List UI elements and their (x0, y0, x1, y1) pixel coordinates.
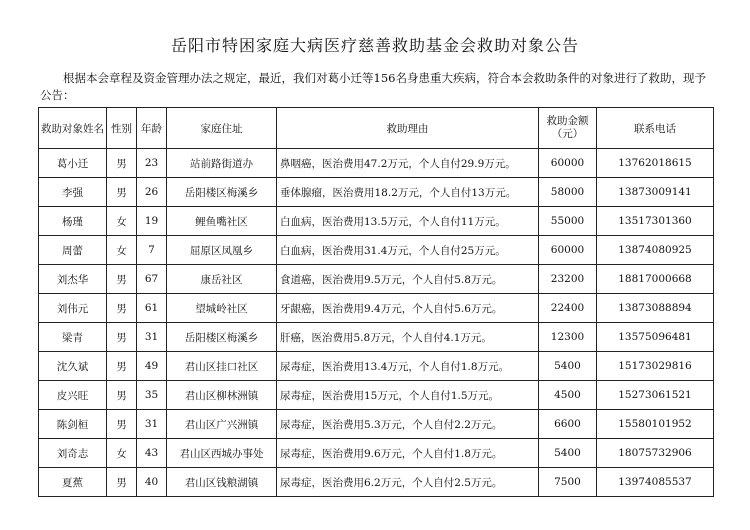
cell-gender: 男 (107, 352, 137, 381)
cell-phone: 15273061521 (597, 381, 714, 410)
cell-reason: 肝癌，医治费用5.8万元，个人自付4.1万元。 (277, 323, 539, 352)
cell-age: 61 (137, 294, 167, 323)
cell-gender: 男 (107, 381, 137, 410)
cell-name: 陈剑桓 (39, 410, 107, 439)
cell-reason: 尿毒症，医治费用9.6万元，个人自付1.8万元。 (277, 439, 539, 468)
cell-reason: 食道癌，医治费用9.5万元，个人自付5.8万元。 (277, 265, 539, 294)
intro-paragraph: 根据本会章程及资金管理办法之规定，最近，我们对葛小迁等156名身患重大疾病，符合本会救助条件的对象进行了救助，现予公告： (40, 71, 706, 102)
cell-name: 刘奇志 (39, 439, 107, 468)
cell-gender: 男 (107, 265, 137, 294)
cell-phone: 13873009141 (597, 178, 714, 207)
cell-amount: 60000 (539, 149, 597, 178)
cell-age: 7 (137, 236, 167, 265)
cell-phone: 18817000668 (597, 265, 714, 294)
table-row (39, 439, 714, 468)
table-row (39, 178, 714, 207)
table-row (39, 207, 714, 236)
cell-phone: 13874080925 (597, 236, 714, 265)
cell-reason: 尿毒症，医治费用5.3万元，个人自付2.2万元。 (277, 410, 539, 439)
header-name: 救助对象姓名 (39, 108, 107, 149)
cell-address: 望城岭社区 (167, 294, 277, 323)
table-header-row (39, 108, 714, 149)
cell-age: 43 (137, 439, 167, 468)
cell-gender: 女 (107, 207, 137, 236)
cell-address: 岳阳楼区梅溪乡 (167, 323, 277, 352)
cell-address: 君山区柳林洲镇 (167, 381, 277, 410)
cell-amount: 22400 (539, 294, 597, 323)
cell-name: 夏蕉 (39, 468, 107, 497)
cell-amount: 55000 (539, 207, 597, 236)
cell-phone: 13873088894 (597, 294, 714, 323)
cell-name: 周蕾 (39, 236, 107, 265)
cell-age: 23 (137, 149, 167, 178)
cell-phone: 13762018615 (597, 149, 714, 178)
cell-address: 君山区钱粮湖镇 (167, 468, 277, 497)
cell-amount: 7500 (539, 468, 597, 497)
cell-age: 31 (137, 323, 167, 352)
cell-amount: 6600 (539, 410, 597, 439)
cell-amount: 58000 (539, 178, 597, 207)
cell-name: 梁青 (39, 323, 107, 352)
cell-age: 40 (137, 468, 167, 497)
cell-gender: 男 (107, 178, 137, 207)
cell-address: 君山区挂口社区 (167, 352, 277, 381)
cell-age: 35 (137, 381, 167, 410)
cell-gender: 男 (107, 468, 137, 497)
cell-gender: 女 (107, 439, 137, 468)
cell-address: 康岳社区 (167, 265, 277, 294)
header-address: 家庭住址 (167, 108, 277, 149)
cell-address: 屈原区凤凰乡 (167, 236, 277, 265)
cell-age: 67 (137, 265, 167, 294)
table-row (39, 323, 714, 352)
cell-reason: 垂体腺瘤，医治费用18.2万元，个人自付13万元。 (277, 178, 539, 207)
cell-name: 刘杰华 (39, 265, 107, 294)
cell-address: 君山区西城办事处 (167, 439, 277, 468)
cell-amount: 12300 (539, 323, 597, 352)
cell-name: 沈久斌 (39, 352, 107, 381)
cell-amount: 5400 (539, 439, 597, 468)
table-body (39, 149, 714, 497)
cell-address: 君山区广兴洲镇 (167, 410, 277, 439)
table-row (39, 294, 714, 323)
cell-reason: 尿毒症，医治费用15万元，个人自付1.5万元。 (277, 381, 539, 410)
cell-age: 19 (137, 207, 167, 236)
cell-age: 26 (137, 178, 167, 207)
page-title: 岳阳市特困家庭大病医疗慈善救助基金会救助对象公告 (170, 36, 579, 55)
cell-gender: 男 (107, 294, 137, 323)
cell-phone: 13517301360 (597, 207, 714, 236)
cell-amount: 5400 (539, 352, 597, 381)
cell-phone: 13575096481 (597, 323, 714, 352)
header-age: 年龄 (137, 108, 167, 149)
table-row (39, 468, 714, 497)
cell-reason: 牙龈癌，医治费用9.4万元，个人自付5.6万元。 (277, 294, 539, 323)
cell-phone: 15173029816 (597, 352, 714, 381)
cell-gender: 男 (107, 410, 137, 439)
table-row (39, 265, 714, 294)
header-amount: 救助金额（元） (539, 108, 597, 149)
header-reason: 救助理由 (277, 108, 539, 149)
cell-reason: 鼻咽癌，医治费用47.2万元，个人自付29.9万元。 (277, 149, 539, 178)
cell-name: 杨瑾 (39, 207, 107, 236)
cell-phone: 13974085537 (597, 468, 714, 497)
header-gender: 性别 (107, 108, 137, 149)
cell-age: 49 (137, 352, 167, 381)
cell-name: 刘伟元 (39, 294, 107, 323)
table-row (39, 381, 714, 410)
cell-phone: 15580101952 (597, 410, 714, 439)
cell-gender: 女 (107, 236, 137, 265)
cell-amount: 23200 (539, 265, 597, 294)
cell-gender: 男 (107, 149, 137, 178)
aid-recipients-table (38, 107, 714, 497)
cell-phone: 18075732906 (597, 439, 714, 468)
table-row (39, 410, 714, 439)
cell-name: 皮兴旺 (39, 381, 107, 410)
cell-age: 31 (137, 410, 167, 439)
cell-reason: 尿毒症，医治费用13.4万元，个人自付1.8万元。 (277, 352, 539, 381)
cell-amount: 4500 (539, 381, 597, 410)
cell-gender: 男 (107, 323, 137, 352)
cell-reason: 尿毒症，医治费用6.2万元，个人自付2.5万元。 (277, 468, 539, 497)
table-row (39, 236, 714, 265)
header-phone: 联系电话 (597, 108, 714, 149)
cell-reason: 白血病，医治费用31.4万元，个人自付25万元。 (277, 236, 539, 265)
cell-reason: 白血病，医治费用13.5万元，个人自付11万元。 (277, 207, 539, 236)
table-row (39, 352, 714, 381)
cell-name: 葛小迁 (39, 149, 107, 178)
cell-amount: 60000 (539, 236, 597, 265)
cell-address: 岳阳楼区梅溪乡 (167, 178, 277, 207)
cell-name: 李强 (39, 178, 107, 207)
cell-address: 鲤鱼嘴社区 (167, 207, 277, 236)
cell-address: 站前路街道办 (167, 149, 277, 178)
table-row (39, 149, 714, 178)
